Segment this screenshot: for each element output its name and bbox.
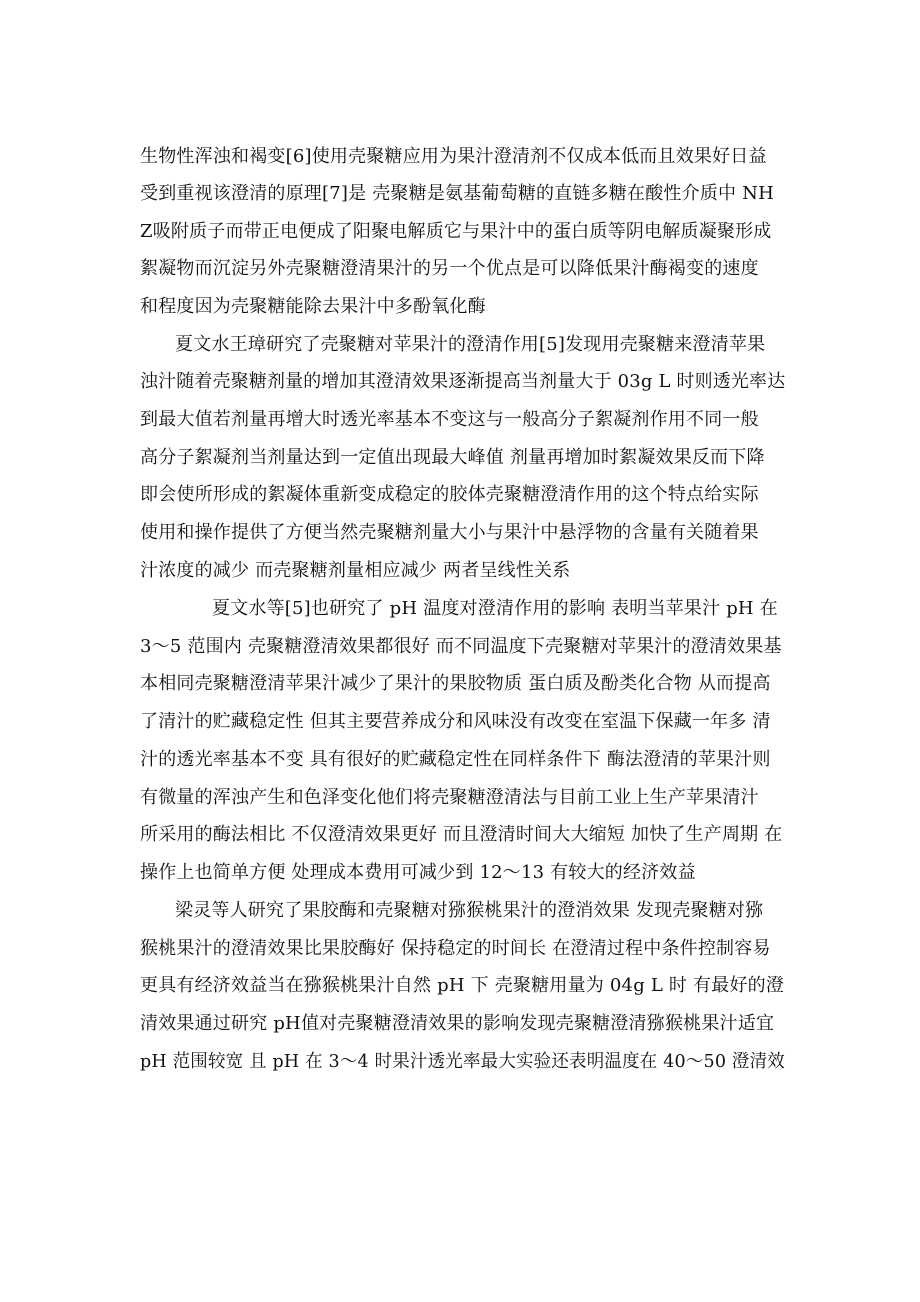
text-line: Z吸附质子而带正电便成了阳聚电解质它与果汁中的蛋白质等阴电解质凝聚形成 bbox=[140, 221, 772, 242]
text-line: 有微量的浑浊产生和色泽变化他们将壳聚糖澄清法与目前工业上生产苹果清汁 bbox=[140, 787, 759, 808]
text-line: 操作上也简单方便 处理成本费用可减少到 12～13 有较大的经济效益 bbox=[140, 862, 696, 883]
text-line: 所采用的酶法相比 不仅澄清效果更好 而且澄清时间大大缩短 加快了生产周期 在 bbox=[140, 824, 783, 845]
text-line: 3～5 范围内 壳聚糖澄清效果都很好 而不同温度下壳聚糖对苹果汁的澄清效果基 bbox=[140, 636, 782, 657]
text-line: 清效果通过研究 pH值对壳聚糖澄清效果的影响发现壳聚糖澄清猕猴桃果汁适宜 bbox=[140, 1013, 775, 1034]
text-line: 汁浓度的减少 而壳聚糖剂量相应减少 两者呈线性关系 bbox=[140, 560, 571, 581]
text-line: 即会使所形成的絮凝体重新变成稳定的胶体壳聚糖澄清作用的这个特点给实际 bbox=[140, 484, 759, 505]
text-line: 本相同壳聚糖澄清苹果汁减少了果汁的果胶物质 蛋白质及酚类化合物 从而提高 bbox=[140, 673, 771, 694]
text-line: 受到重视该澄清的原理[7]是 壳聚糖是氨基葡萄糖的直链多糖在酸性介质中 NH bbox=[140, 183, 774, 204]
text-line: 浊汁随着壳聚糖剂量的增加其澄清效果逐渐提高当剂量大于 03g L 时则透光率达 bbox=[140, 371, 786, 392]
text-line: 生物性浑浊和褐变[6]使用壳聚糖应用为果汁澄清剂不仅成本低而且效果好日益 bbox=[140, 146, 767, 167]
text-line: 和程度因为壳聚糖能除去果汁中多酚氧化酶 bbox=[140, 296, 486, 317]
text-line: 夏文水等[5]也研究了 pH 温度对澄清作用的影响 表明当苹果汁 pH 在 bbox=[212, 598, 778, 619]
text-line: 猴桃果汁的澄清效果比果胶酶好 保持稳定的时间长 在澄清过程中条件控制容易 bbox=[140, 938, 771, 959]
text-line: 汁的透光率基本不变 具有很好的贮藏稳定性在同样条件下 酶法澄清的苹果汁则 bbox=[140, 749, 771, 770]
text-line: 梁灵等人研究了果胶酶和壳聚糖对猕猴桃果汁的澄消效果 发现壳聚糖对猕 bbox=[175, 900, 764, 921]
text-line: 更具有经济效益当在猕猴桃果汁自然 pH 下 壳聚糖用量为 04g L 时 有最好的澄 bbox=[140, 975, 785, 996]
text-line: 夏文水王璋研究了壳聚糖对苹果汁的澄清作用[5]发现用壳聚糖来澄清苹果 bbox=[175, 334, 766, 355]
text-line: pH 范围较宽 且 pH 在 3～4 时果汁透光率最大实验还表明温度在 40～50 澄清效 bbox=[140, 1051, 785, 1072]
text-line: 使用和操作提供了方便当然壳聚糖剂量大小与果汁中悬浮物的含量有关随着果 bbox=[140, 522, 759, 543]
text-line: 到最大值若剂量再增大时透光率基本不变这与一般高分子絮凝剂作用不同一般 bbox=[140, 409, 759, 430]
text-line: 高分子絮凝剂当剂量达到一定值出现最大峰值 剂量再增加时絮凝效果反而下降 bbox=[140, 447, 765, 468]
text-line: 了清汁的贮藏稳定性 但其主要营养成分和风味没有改变在室温下保藏一年多 清 bbox=[140, 711, 771, 732]
text-line: 絮凝物而沉淀另外壳聚糖澄清果汁的另一个优点是可以降低果汁酶褐变的速度 bbox=[140, 258, 759, 279]
